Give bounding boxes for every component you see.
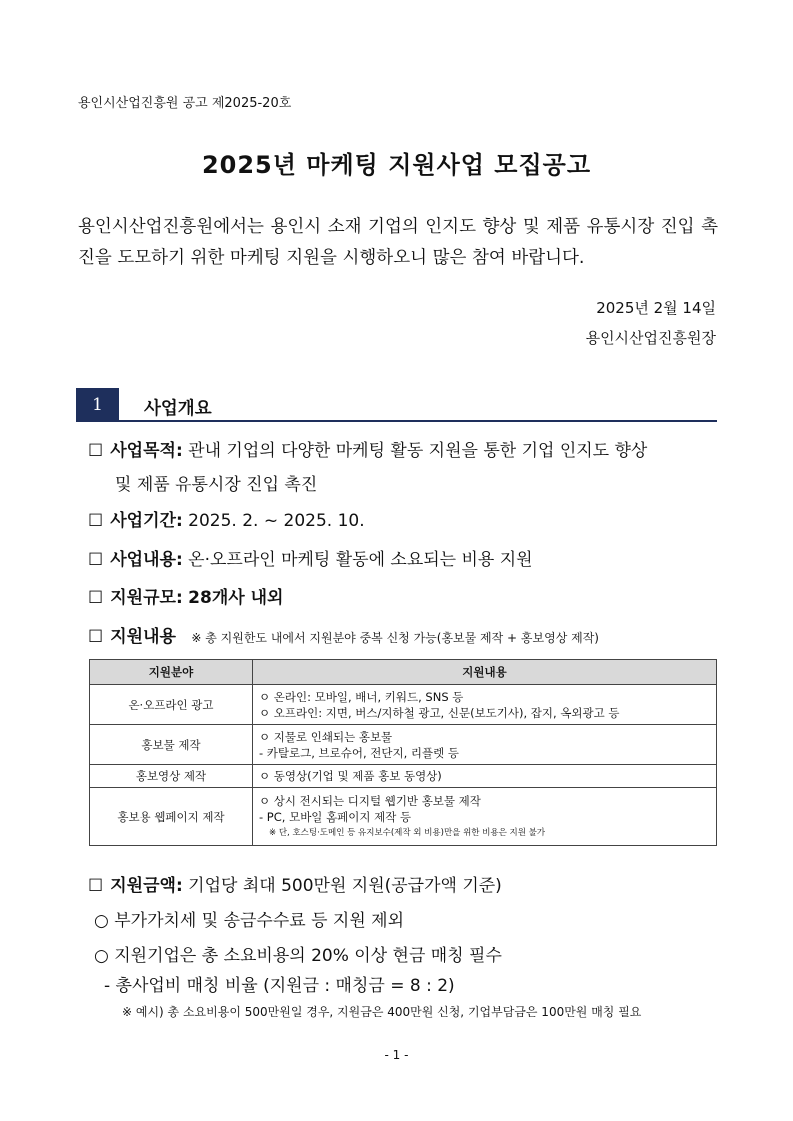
row-content xyxy=(253,788,717,846)
row-line: ㅇ 오프라인: 지면, 버스/지하철 광고, 신문(보도기사), 잡지, 옥외광고 등 xyxy=(259,705,620,720)
checkbox-icon: ☐ xyxy=(88,441,104,461)
amount-sub-3: - 총사업비 매칭 비율 (지원금 : 매칭금 = 8 : 2) xyxy=(104,976,455,996)
amount-sub-1: ○ 부가가치세 및 송금수수료 등 지원 제외 xyxy=(94,911,405,931)
notice-date: 2025년 2월 14일 xyxy=(596,299,716,317)
amount-label: 지원금액: xyxy=(110,876,183,896)
section-title: 사업개요 xyxy=(144,399,212,419)
scale-item xyxy=(88,583,283,608)
notice-number: 용인시산업진흥원 공고 제2025-20호 xyxy=(78,96,292,111)
content-label: 사업내용: xyxy=(110,550,183,570)
row-line: ㅇ 온라인: 모바일, 배너, 키워드, SNS 등 xyxy=(259,689,464,704)
row-line: - PC, 모바일 홈페이지 제작 등 xyxy=(259,809,412,824)
row-note: ※ 단, 호스팅·도메인 등 유지보수(제작 외 비용)만을 위한 비용은 지원 불가 xyxy=(269,827,546,838)
support-item xyxy=(88,622,599,647)
row-content xyxy=(253,765,717,788)
checkbox-icon: ☐ xyxy=(88,550,104,570)
period-label: 사업기간: xyxy=(110,511,183,531)
header-field: 지원분야 xyxy=(90,660,253,685)
row-field: 홍보용 웹페이지 제작 xyxy=(90,788,253,846)
checkbox-icon: ☐ xyxy=(88,876,104,896)
page-number: - 1 - xyxy=(384,1048,409,1062)
content-text: 온·오프라인 마케팅 활동에 소요되는 비용 지원 xyxy=(188,550,533,570)
support-label: 지원내용 xyxy=(110,627,176,647)
row-content xyxy=(253,685,717,725)
row-field: 온·오프라인 광고 xyxy=(90,685,253,725)
purpose-continued: 및 제품 유통시장 진입 촉진 xyxy=(115,475,318,495)
table-row xyxy=(90,788,717,846)
purpose-text: 관내 기업의 다양한 마케팅 활동 지원을 통한 기업 인지도 향상 xyxy=(188,441,648,461)
intro-paragraph: 용인시산업진흥원에서는 용인시 소재 기업의 인지도 향상 및 제품 유통시장 진입 촉진을 도모하기 위한 마케팅 지원을 시행하오니 많은 참여 바랍니다. xyxy=(78,217,718,268)
content-item xyxy=(88,545,533,570)
amount-item xyxy=(88,871,502,896)
purpose-item xyxy=(88,436,647,461)
table-row xyxy=(90,765,717,788)
scale-label: 지원규모: xyxy=(110,588,183,608)
support-note: ※ 총 지원한도 내에서 지원분야 중복 신청 가능(홍보물 제작 + 홍보영상 제작) xyxy=(191,631,599,645)
checkbox-icon: ☐ xyxy=(88,627,104,647)
amount-sub-2: ○ 지원기업은 총 소요비용의 20% 이상 현금 매칭 필수 xyxy=(94,946,502,966)
row-line: ㅇ 지물로 인쇄되는 홍보물 xyxy=(259,729,393,744)
period-item xyxy=(88,506,365,531)
amount-example: ※ 예시) 총 소요비용이 500만원일 경우, 지원금은 400만원 신청, 기업부담금은 100만원 매칭 필요 xyxy=(122,1005,642,1019)
section-number: 1 xyxy=(76,388,119,421)
section-divider xyxy=(76,420,717,422)
header-content: 지원내용 xyxy=(253,660,717,685)
page-title: 2025년 마케팅 지원사업 모집공고 xyxy=(201,151,592,179)
row-line: ㅇ 상시 전시되는 디지털 웹기반 홍보물 제작 xyxy=(259,793,481,808)
checkbox-icon: ☐ xyxy=(88,511,104,531)
table-row xyxy=(90,685,717,725)
purpose-label: 사업목적: xyxy=(110,441,183,461)
period-text: 2025. 2. ~ 2025. 10. xyxy=(188,511,365,531)
row-line: ㅇ 동영상(기업 및 제품 홍보 동영상) xyxy=(259,769,442,783)
row-field: 홍보물 제작 xyxy=(90,725,253,765)
row-line: - 카탈로그, 브로슈어, 전단지, 리플렛 등 xyxy=(259,745,460,760)
row-content xyxy=(253,725,717,765)
row-field: 홍보영상 제작 xyxy=(90,765,253,788)
checkbox-icon: ☐ xyxy=(88,588,104,608)
scale-text: 28개사 내외 xyxy=(188,588,284,608)
signer: 용인시산업진흥원장 xyxy=(585,329,716,347)
support-table xyxy=(89,659,717,846)
table-header-row xyxy=(90,660,717,685)
amount-text: 기업당 최대 500만원 지원(공급가액 기준) xyxy=(188,876,502,896)
table-row xyxy=(90,725,717,765)
